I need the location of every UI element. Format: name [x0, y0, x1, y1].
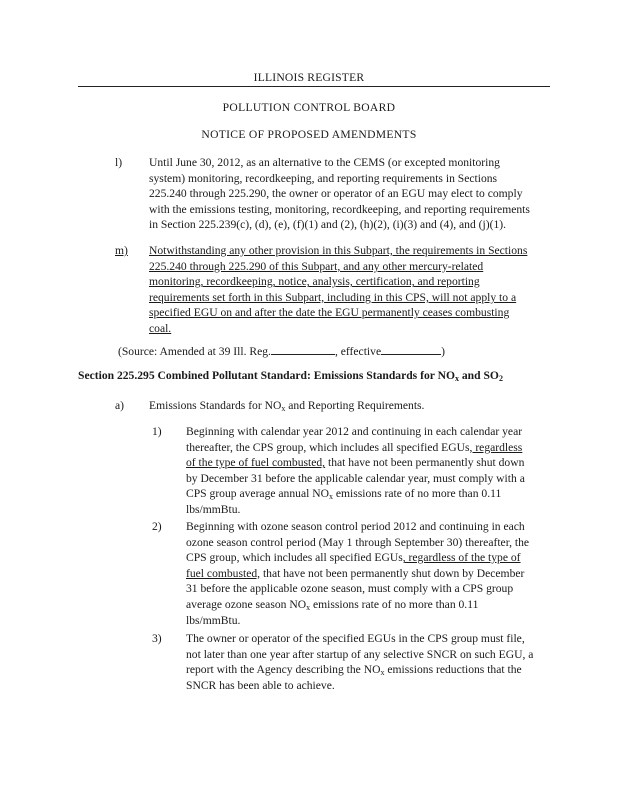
register-blank	[271, 342, 335, 355]
text-segment: emissions reductions that the	[384, 663, 522, 677]
subsection-label: a)	[115, 399, 125, 412]
text-line: Beginning with ozone season control period 2012 and continuing in each	[186, 520, 525, 533]
text-segment: and Reporting Requirements.	[285, 399, 425, 412]
text-segment: that have not been permanently shut down	[325, 456, 525, 470]
text-segment: emissions rate of no more than 0.11	[332, 487, 502, 501]
board-name: POLLUTION CONTROL BOARD	[222, 101, 396, 114]
source-suffix: )	[441, 345, 445, 358]
text-segment: report with the Agency describing the NO	[186, 663, 381, 677]
text-line: in Section 225.239(c), (d), (e), (f)(1) and (2), (h)(2), (i)(3) and (4), and (j)(1).	[149, 218, 507, 232]
text-line: by December 31 before the applicable calendar year, must comply with a	[186, 471, 525, 485]
text-line	[186, 550, 536, 566]
subsection-label: l)	[115, 156, 123, 169]
text-line: not later than one year after startup of any selective SNCR on such EGU, a	[186, 647, 534, 661]
subscript: x	[328, 492, 333, 502]
heading-text: and SO	[458, 369, 499, 382]
text-line: 225.240 through 225.290, the owner or operator of an EGU may elect to comply	[149, 187, 523, 201]
text-line: Until June 30, 2012, as an alternative to the CEMS (or excepted monitoring	[149, 156, 500, 169]
source-note	[118, 342, 445, 360]
text-line	[186, 566, 536, 582]
text-line: 31 before the applicable ozone season, must comply with a CPS group	[186, 582, 514, 596]
text-segment: Emissions Standards for NO	[149, 399, 282, 412]
subscript: x	[281, 404, 286, 413]
text-line	[186, 440, 536, 456]
text-segment: average ozone season NO	[186, 597, 307, 611]
paragraph-text	[186, 631, 536, 693]
subsection-text	[149, 398, 424, 414]
text-line: specified EGU on and after the date the EGU permanently ceases combusting	[149, 306, 510, 320]
text-line	[186, 662, 536, 678]
heading-text: Section 225.295 Combined Pollutant Standard: Emissions Standards for NO	[78, 369, 455, 382]
text-line: system) monitoring, recordkeeping, and reporting requirements in Sections	[149, 171, 498, 185]
subscript: x	[306, 602, 311, 612]
paragraph-text	[186, 519, 536, 628]
text-line: coal.	[149, 321, 172, 335]
text-segment: CPS group average annual NO	[186, 487, 329, 501]
register-title: ILLINOIS REGISTER	[253, 71, 365, 84]
source-prefix: (Source: Amended at 39 Ill. Reg.	[118, 345, 271, 358]
paragraph-label: 1)	[152, 425, 162, 438]
paragraph-label: 3)	[152, 632, 162, 645]
text-line	[186, 455, 536, 471]
text-line	[186, 597, 536, 613]
inserted-text: , regardless	[469, 440, 523, 454]
section-heading	[78, 368, 503, 384]
text-segment: CPS group, which includes all specified EGUs	[186, 551, 403, 565]
text-line: SNCR has been able to achieve.	[186, 678, 335, 692]
text-segment: emissions rate of no more than 0.11	[310, 597, 479, 611]
subsection-text	[149, 243, 561, 337]
source-middle: , effective	[334, 345, 382, 358]
text-line: monitoring, recordkeeping, notice, analysis, certification, and reporting	[149, 275, 480, 289]
subsection-text	[149, 155, 549, 233]
text-line	[186, 486, 536, 502]
paragraph-label: 2)	[152, 520, 162, 533]
inserted-text: , regardless of the type of	[402, 551, 521, 565]
subscript: 2	[498, 374, 503, 383]
text-segment: thereafter, the CPS group, which includes all specified EGUs	[186, 440, 470, 454]
header-divider	[78, 86, 550, 87]
text-line: Beginning with calendar year 2012 and continuing in each calendar year	[186, 425, 523, 438]
subscript: x	[380, 668, 385, 678]
inserted-text: of the type of fuel combusted,	[186, 456, 326, 470]
text-line: with the emissions testing, monitoring, recordkeeping, and reporting requirements	[149, 202, 530, 216]
text-line: ozone season control period (May 1 through September 30) thereafter, the	[186, 535, 530, 549]
text-line: 225.240 through 225.290 of this Subpart, and any other mercury-related	[149, 259, 484, 273]
subsection-label: m)	[115, 244, 128, 257]
text-line: lbs/mmBtu.	[186, 613, 241, 627]
inserted-text: fuel combusted,	[186, 566, 261, 580]
text-line: Notwithstanding any other provision in this Subpart, the requirements in Sections	[149, 244, 528, 257]
text-segment: that have not been permanently shut down by December	[260, 566, 525, 580]
text-line: lbs/mmBtu.	[186, 502, 241, 516]
notice-title: NOTICE OF PROPOSED AMENDMENTS	[201, 128, 417, 141]
subscript: x	[454, 374, 459, 383]
text-line: requirements set forth in this Subpart, including in this CPS, will not apply to a	[149, 290, 517, 304]
effective-blank	[381, 342, 441, 355]
text-line: The owner or operator of the specified EGUs in the CPS group must file,	[186, 632, 525, 645]
paragraph-text	[186, 424, 536, 518]
